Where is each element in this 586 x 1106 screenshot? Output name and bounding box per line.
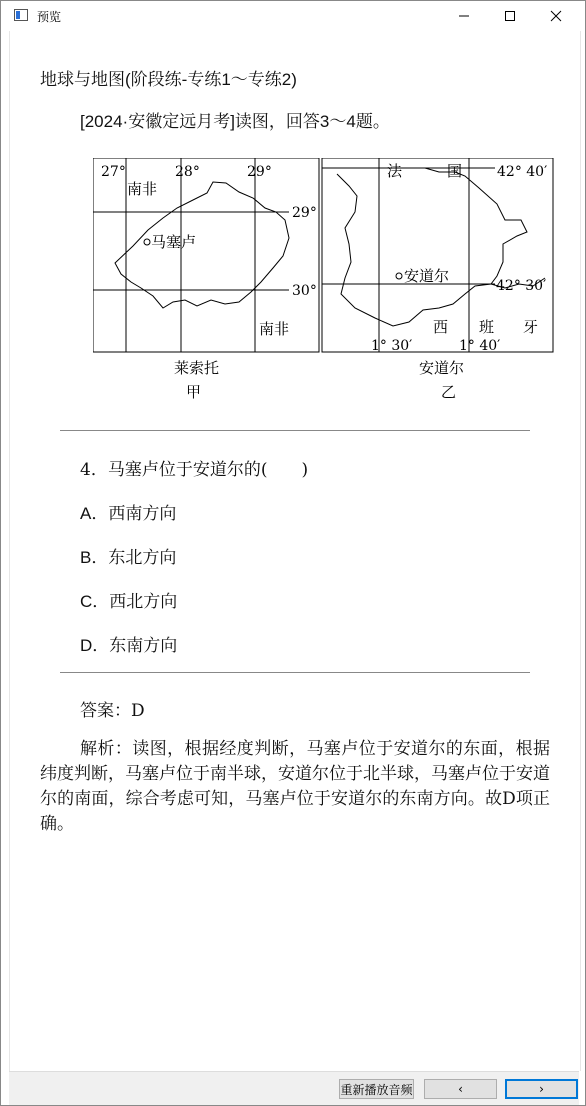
map-right-caption: 安道尔	[419, 359, 465, 377]
option-b-text: 东北方向	[108, 548, 177, 568]
lon-label-27: 27°	[101, 164, 126, 180]
option-d-text: 东南方向	[109, 636, 178, 656]
option-d[interactable]	[80, 631, 177, 656]
previous-button[interactable]	[424, 1079, 497, 1099]
question-intro: [2024·安徽定远月考]读图，回答3～4题。	[80, 112, 390, 131]
lon-label-29: 29°	[247, 164, 272, 180]
map-figure	[93, 158, 563, 408]
country-label-fa: 法	[387, 162, 403, 180]
lon-label-1-40: 1° 40′	[459, 338, 501, 354]
option-d-letter: D．	[80, 636, 110, 655]
chevron-right-icon: ›	[539, 1082, 544, 1096]
explanation-text: 解析：读图，根据经度判断，马塞卢位于安道尔的东面，根据纬度判断，马塞卢位于南半球，安道尔位于北半球，马塞卢位于安道尔的南面，综合考虑可知，马塞卢位于安道尔的东南方向。故D项正确。	[40, 739, 550, 834]
lon-label-1-30: 1° 30′	[371, 338, 413, 354]
window-title: 预览	[37, 10, 62, 24]
app-icon	[14, 9, 28, 21]
country-label-ban: 班	[479, 318, 495, 336]
map-left-tag: 甲	[186, 383, 202, 401]
lat-label-30: 30°	[292, 283, 317, 299]
document-view	[9, 31, 581, 1071]
option-c-letter: C．	[80, 592, 110, 611]
andorra-outline	[337, 168, 527, 326]
lon-label-28: 28°	[175, 164, 200, 180]
option-c-text: 西北方向	[109, 592, 178, 612]
lat-label-42-30: 42° 30′	[496, 278, 547, 294]
lat-label-29: 29°	[292, 205, 317, 221]
maximize-button[interactable]	[487, 1, 533, 31]
city-label-maseru: 马塞卢	[151, 233, 197, 251]
country-label-guo: 国	[447, 162, 463, 180]
title-bar	[1, 1, 585, 31]
lesotho-outline	[115, 182, 289, 308]
replay-audio-button[interactable]: 重新播放音频	[339, 1079, 414, 1099]
map-right-tag: 乙	[441, 383, 457, 401]
option-a-text: 西南方向	[108, 504, 177, 524]
city-marker-andorra	[396, 273, 402, 279]
chevron-left-icon: ‹	[458, 1082, 463, 1096]
option-c[interactable]	[80, 587, 177, 612]
option-b-letter: B．	[80, 548, 109, 567]
city-marker-maseru	[144, 239, 150, 245]
divider-top	[60, 430, 530, 431]
maximize-icon	[504, 10, 516, 22]
region-label-top: 南非	[127, 180, 158, 198]
option-b[interactable]	[80, 543, 176, 568]
page-title: 地球与地图(阶段练-专练1～专练2)	[40, 70, 297, 89]
map-left-caption: 莱索托	[174, 359, 220, 377]
footer-toolbar	[9, 1071, 579, 1105]
option-a[interactable]	[80, 499, 176, 524]
country-label-xi: 西	[433, 318, 449, 336]
country-label-ya: 牙	[523, 318, 539, 336]
lat-label-42-40: 42° 40′	[497, 164, 548, 180]
close-icon	[550, 10, 562, 22]
divider-bottom	[60, 672, 530, 673]
close-button[interactable]	[533, 1, 579, 31]
minimize-button[interactable]	[441, 1, 487, 31]
minimize-icon	[458, 10, 470, 22]
option-a-letter: A．	[80, 504, 109, 523]
city-label-andorra: 安道尔	[404, 267, 450, 285]
answer-text: 答案：D	[80, 701, 145, 721]
next-button[interactable]	[505, 1079, 578, 1099]
region-label-bottom: 南非	[259, 320, 290, 338]
question-stem: 4．马塞卢位于安道尔的( )	[80, 460, 309, 480]
